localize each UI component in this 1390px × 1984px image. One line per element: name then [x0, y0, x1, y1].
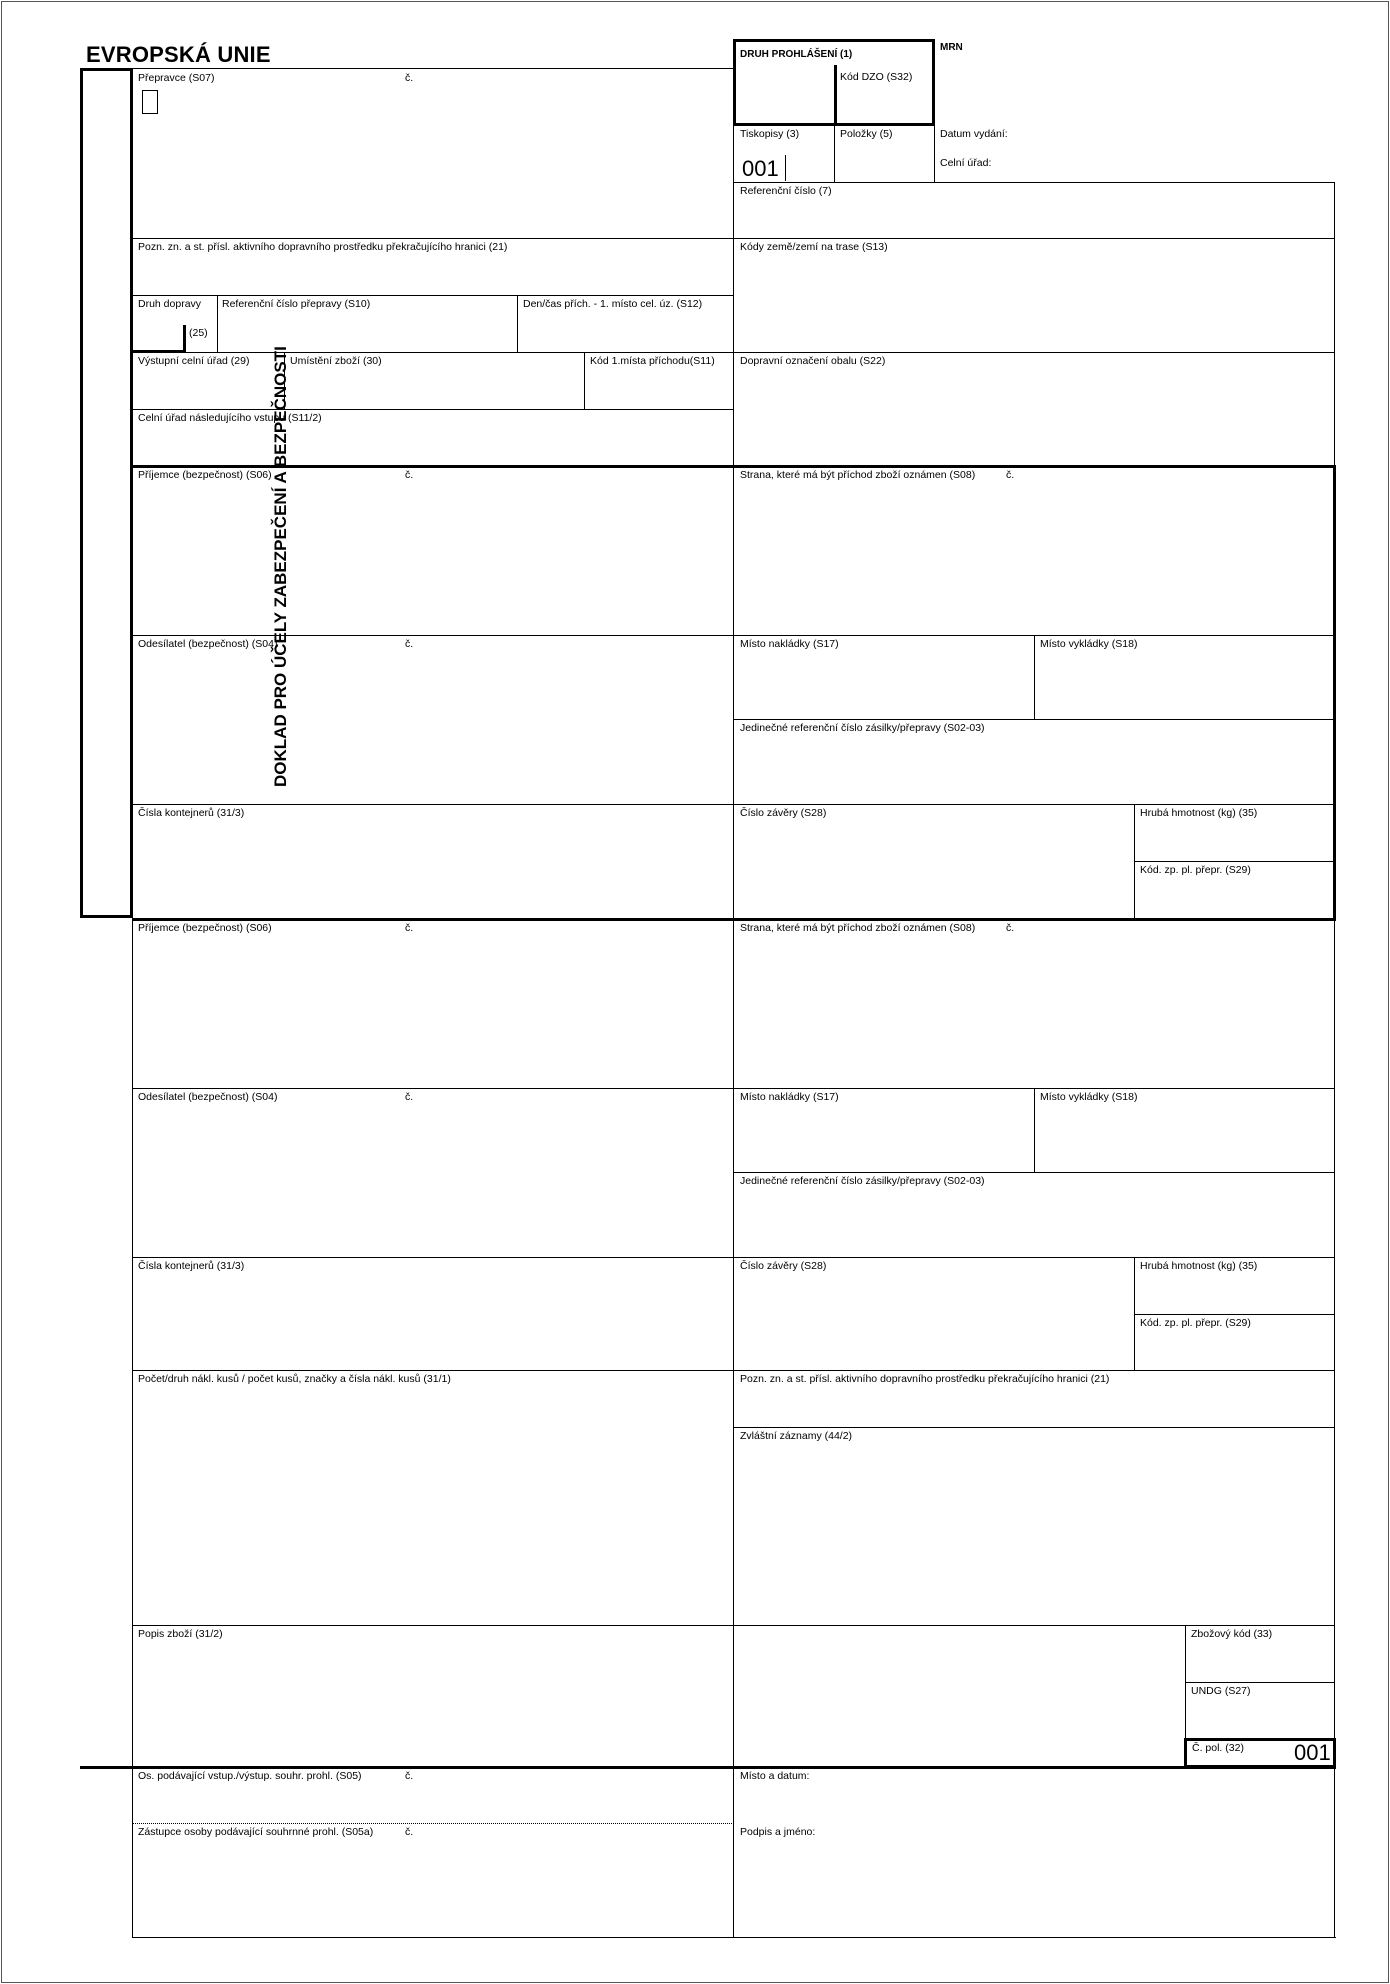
side-title-box: [80, 68, 133, 918]
zvlastni-label: Zvláštní záznamy (44/2): [740, 1430, 853, 1442]
jedinecne-label-2: Jedinečné referenční číslo zásilky/přepravy (S02-03): [740, 1175, 985, 1187]
misto-datum-label: Místo a datum:: [740, 1770, 810, 1782]
referencni-cislo-label: Referenční číslo (7): [740, 185, 832, 197]
hruba-hmotnost-label-2: Hrubá hmotnost (kg) (35): [1140, 1260, 1258, 1272]
popis-zbozi-label: Popis zboží (31/2): [138, 1628, 223, 1640]
tiskopisy-value: 001: [742, 156, 779, 181]
odesilatel-label-2: Odesílatel (bezpečnost) (S04): [138, 1091, 278, 1103]
celni-urad-nasl-label: Celní úřad následujícího vstupu (S11/2): [138, 412, 322, 424]
page-title: EVROPSKÁ UNIE: [86, 42, 271, 67]
prijemce-c: č.: [405, 469, 414, 481]
pozn-zn-label-2: Pozn. zn. a st. přísl. aktivního dopravního prostředku překračujícího hranici (21): [740, 1373, 1110, 1385]
pocet-druh-label: Počet/druh nákl. kusů / počet kusů, značky a čísla nákl. kusů (31/1): [138, 1373, 451, 1385]
misto-vykladky-label-2: Místo vykládky (S18): [1040, 1091, 1138, 1103]
cisla-kontejneru-label: Čísla kontejnerů (31/3): [138, 807, 245, 819]
prijemce-label-2: Příjemce (bezpečnost) (S06): [138, 922, 272, 934]
c-pol-value: 001: [1294, 1740, 1331, 1765]
druh-dopravy-label: Druh dopravy: [138, 298, 202, 310]
celni-urad-label: Celní úřad:: [940, 157, 992, 169]
tiskopisy-label: Tiskopisy (3): [740, 128, 800, 140]
strana-c-2: č.: [1006, 922, 1015, 934]
odesilatel-c: č.: [405, 638, 414, 650]
side-title: DOKLAD PRO ÚČELY ZABEZPEČENÍ A BEZPEČNOSTI: [271, 346, 290, 787]
kody-zemi-label: Kódy země/zemí na trase (S13): [740, 241, 888, 253]
kod-mista-label: Kód 1.místa příchodu(S11): [590, 355, 715, 367]
ref-prepravy-label: Referenční číslo přepravy (S10): [222, 298, 371, 310]
prepravce-label: Přepravce (S07): [138, 72, 215, 84]
strana-c: č.: [1006, 469, 1015, 481]
odesilatel-label: Odesílatel (bezpečnost) (S04): [138, 638, 278, 650]
druh-prohlaseni-label: DRUH PROHLÁŠENÍ (1): [740, 49, 853, 60]
vystupni-urad-label: Výstupní celní úřad (29): [138, 355, 250, 367]
kod-zp-label-2: Kód. zp. pl. přepr. (S29): [1140, 1317, 1251, 1329]
prijemce-c-2: č.: [405, 922, 414, 934]
dopravni-oznaceni-label: Dopravní označení obalu (S22): [740, 355, 886, 367]
cislo-zavery-label-2: Číslo závěry (S28): [740, 1260, 827, 1272]
podpis-label: Podpis a jméno:: [740, 1826, 816, 1838]
jedinecne-label: Jedinečné referenční číslo zásilky/přepravy (S02-03): [740, 722, 985, 734]
os-podavajici-label: Os. podávající vstup./výstup. souhr. prohl. (S05): [138, 1770, 362, 1782]
mrn-label: MRN: [940, 42, 963, 53]
cislo-zavery-label: Číslo závěry (S28): [740, 807, 827, 819]
undg-label: UNDG (S27): [1191, 1685, 1251, 1697]
kod-zp-label: Kód. zp. pl. přepr. (S29): [1140, 864, 1251, 876]
prijemce-label: Příjemce (bezpečnost) (S06): [138, 469, 272, 481]
polozky-label: Položky (5): [840, 128, 893, 140]
kod-dzo-label: Kód DZO (S32): [840, 71, 913, 83]
zastupce-label: Zástupce osoby podávající souhrnné prohl. (S05a): [138, 1826, 374, 1838]
misto-nakladky-label-2: Místo nakládky (S17): [740, 1091, 839, 1103]
datum-vydani-label: Datum vydání:: [940, 128, 1008, 140]
strana-label-2: Strana, které má být příchod zboží oznámen (S08): [740, 922, 976, 934]
prepravce-checkbox[interactable]: [142, 90, 158, 114]
druh-dopravy-code: (25): [189, 327, 208, 339]
misto-vykladky-label: Místo vykládky (S18): [1040, 638, 1138, 650]
pozn-zn-label: Pozn. zn. a st. přísl. aktivního dopravního prostředku překračujícího hranici (21): [138, 241, 508, 253]
hruba-hmotnost-label: Hrubá hmotnost (kg) (35): [1140, 807, 1258, 819]
den-cas-label: Den/čas přích. - 1. místo cel. úz. (S12): [523, 298, 703, 310]
umisteni-zbozi-label: Umístění zboží (30): [290, 355, 382, 367]
c-pol-label: Č. pol. (32): [1192, 1742, 1244, 1754]
zastupce-c: č.: [405, 1826, 414, 1838]
prepravce-c: č.: [405, 72, 414, 84]
misto-nakladky-label: Místo nakládky (S17): [740, 638, 839, 650]
odesilatel-c-2: č.: [405, 1091, 414, 1103]
zbozovy-kod-label: Zbožový kód (33): [1191, 1628, 1273, 1640]
cisla-kontejneru-label-2: Čísla kontejnerů (31/3): [138, 1260, 245, 1272]
strana-label: Strana, které má být příchod zboží oznámen (S08): [740, 469, 976, 481]
os-podavajici-c: č.: [405, 1770, 414, 1782]
